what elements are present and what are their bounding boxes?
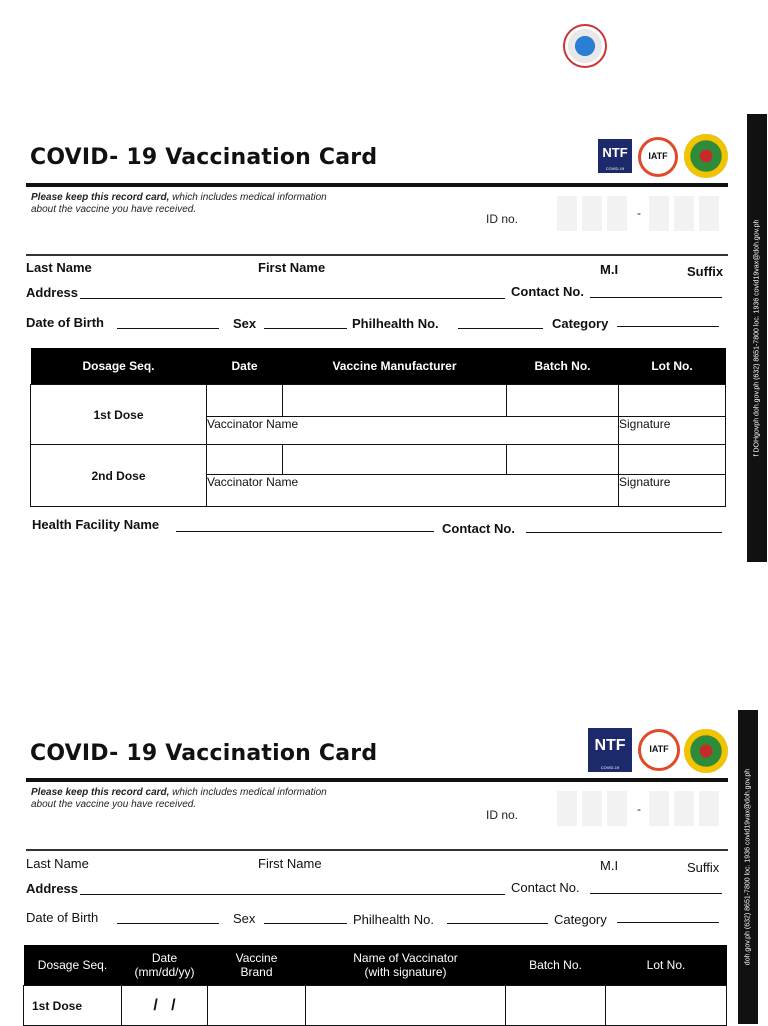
dose-1-label: 1st Dose	[31, 385, 207, 445]
iatf-logo: IATF	[638, 137, 678, 177]
id-box[interactable]	[649, 791, 669, 826]
philhealth-line[interactable]	[447, 923, 548, 924]
record-card-notice: Please keep this record card, which includes medical information about the vaccine you have received.	[31, 192, 327, 215]
address-label: Address	[26, 285, 79, 300]
dose-1-lot-cell[interactable]	[606, 986, 727, 1026]
card-title: COVID- 19 Vaccination Card	[30, 145, 378, 170]
dose-1-batch-cell[interactable]	[506, 986, 606, 1026]
table-header-row	[24, 945, 727, 986]
dose-2-signature-cell[interactable]: Signature	[619, 475, 726, 507]
philhealth-label: Philhealth No.	[352, 316, 439, 331]
id-no-label: ID no.	[486, 808, 519, 822]
mi-label: M.I	[600, 858, 619, 873]
dose-1-brand-cell[interactable]	[208, 986, 306, 1026]
id-separator: -	[637, 802, 641, 816]
mi-label: M.I	[600, 262, 619, 277]
ntf-logo: NTF COVID-19	[598, 139, 632, 173]
card-title: COVID- 19 Vaccination Card	[30, 741, 378, 766]
health-facility-label: Health Facility Name	[32, 517, 160, 532]
header-date: Date (mm/dd/yy)	[122, 945, 208, 986]
header-vaccine-manufacturer: Vaccine Manufacturer	[283, 348, 507, 385]
header-date: Date	[207, 348, 283, 385]
category-line[interactable]	[617, 922, 719, 923]
dob-line[interactable]	[117, 923, 219, 924]
sex-line[interactable]	[264, 923, 347, 924]
doh-seal-logo	[684, 729, 728, 773]
iatf-logo: IATF	[638, 729, 680, 771]
dose-1-vaccinator-cell[interactable]	[306, 986, 506, 1026]
dose-1-label: 1st Dose	[24, 986, 122, 1026]
table-row	[24, 986, 727, 1026]
sex-label: Sex	[233, 316, 257, 331]
dob-label: Date of Birth	[26, 910, 99, 925]
dose-1-vaccinator-cell[interactable]: Vaccinator Name	[207, 417, 619, 445]
contact-no-line[interactable]	[590, 893, 722, 894]
header-batch-no: Batch No.	[507, 348, 619, 385]
address-line[interactable]	[80, 894, 505, 895]
header-lot-no: Lot No.	[606, 945, 727, 986]
id-box[interactable]	[674, 791, 694, 826]
ntf-logo: NTF COVID-19	[588, 728, 632, 772]
facility-contact-label: Contact No.	[442, 521, 515, 536]
suffix-label: Suffix	[687, 264, 724, 279]
contact-side-strip: f DOHgovph doh.gov.ph (632) 8651-7800 loc. 1936 covid19vax@doh.gov.ph	[747, 114, 767, 562]
dose-2-vaccinator-cell[interactable]: Vaccinator Name	[207, 475, 619, 507]
header-lot-no: Lot No.	[619, 348, 726, 385]
suffix-label: Suffix	[687, 860, 720, 875]
id-box[interactable]	[557, 791, 577, 826]
contact-side-strip: doh.gov.ph (632) 8651-7800 loc. 1936 covid19vax@doh.gov.ph	[738, 710, 758, 1024]
id-box[interactable]	[582, 791, 602, 826]
header-vaccinator: Name of Vaccinator (with signature)	[306, 945, 506, 986]
id-box[interactable]	[607, 791, 627, 826]
dose-1-signature-cell[interactable]: Signature	[619, 417, 726, 445]
id-separator: -	[637, 206, 641, 220]
id-no-label: ID no.	[486, 212, 519, 226]
contact-no-label: Contact No.	[511, 284, 584, 299]
title-divider	[26, 778, 728, 782]
last-name-label: Last Name	[26, 856, 89, 871]
header-batch-no: Batch No.	[506, 945, 606, 986]
header-dosage-seq: Dosage Seq.	[24, 945, 122, 986]
philhealth-label: Philhealth No.	[353, 912, 434, 927]
dose-table	[23, 945, 727, 1026]
id-box[interactable]	[699, 791, 719, 826]
contact-no-label: Contact No.	[511, 880, 580, 895]
header-divider	[26, 849, 728, 851]
category-label: Category	[554, 912, 607, 927]
last-name-label: Last Name	[26, 260, 92, 275]
dose-2-label: 2nd Dose	[31, 445, 207, 507]
dob-label: Date of Birth	[26, 315, 104, 330]
dose-1-date-cell[interactable]: / /	[122, 986, 208, 1026]
sex-label: Sex	[233, 911, 256, 926]
first-name-label: First Name	[258, 260, 326, 275]
category-label: Category	[552, 316, 609, 331]
header-vaccine-brand: Vaccine Brand	[208, 945, 306, 986]
header-dosage-seq: Dosage Seq.	[31, 348, 207, 385]
record-card-notice: Please keep this record card, which includes medical information about the vaccine you have received.	[31, 787, 327, 810]
first-name-label: First Name	[258, 856, 322, 871]
address-label: Address	[26, 881, 79, 896]
